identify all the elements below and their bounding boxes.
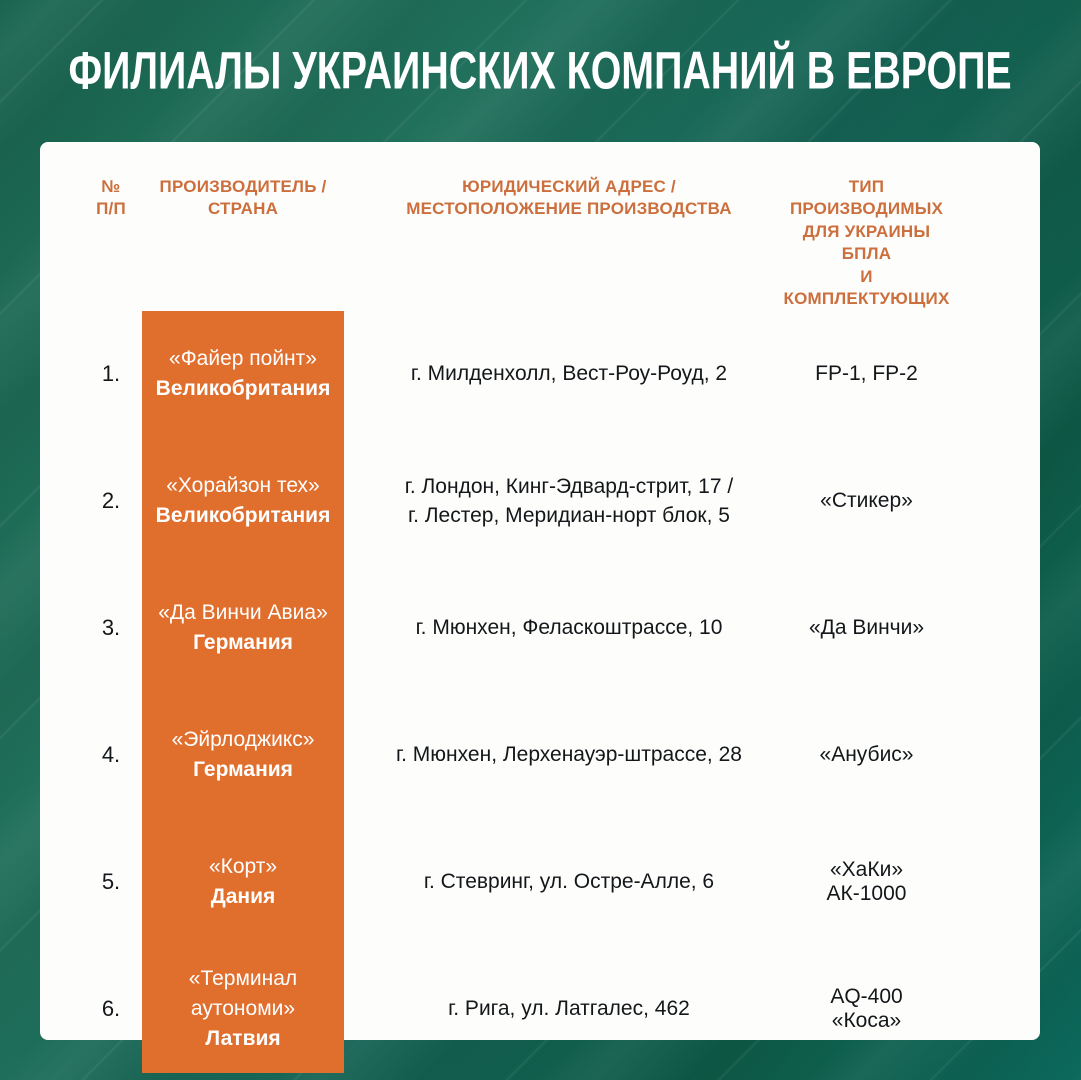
- table-header: [60, 176, 1020, 311]
- uav-type-cell: «Да Винчи»: [808, 616, 925, 640]
- manufacturer-cell: [142, 311, 344, 438]
- uav-type-cell: AQ-400 «Коса»: [830, 985, 903, 1033]
- header-type-line1: ТИП ПРОИЗВОДИМЫХ: [789, 177, 944, 219]
- manufacturer-cell: [142, 692, 344, 819]
- address-line1: г. Стевринг, ул. Остре-Алле, 6: [423, 870, 715, 894]
- row-number: 1.: [101, 361, 121, 387]
- country-name: Латвия: [205, 1027, 281, 1051]
- uav-type-cell: FP-1, FP-2: [815, 362, 918, 386]
- table-row: [60, 438, 1020, 565]
- company-name: «Эйрлоджикс»: [171, 728, 315, 752]
- table-row: [60, 311, 1020, 438]
- address-cell: [344, 565, 794, 692]
- address-cell: [344, 311, 794, 438]
- table-row: [60, 565, 1020, 692]
- header-manufacturer: [142, 176, 344, 311]
- address-cell: [344, 946, 794, 1073]
- table-row: [60, 946, 1020, 1073]
- company-name: «Корт»: [208, 855, 278, 879]
- manufacturer-cell: [142, 819, 344, 946]
- table-row: [60, 819, 1020, 946]
- address-line2: г. Лестер, Меридиан-норт блок, 5: [408, 504, 730, 528]
- country-name: Дания: [210, 885, 276, 909]
- country-name: Великобритания: [155, 504, 331, 528]
- manufacturer-cell: [142, 946, 344, 1073]
- uav-type-cell: «Стикер»: [820, 489, 913, 513]
- country-name: Великобритания: [155, 377, 331, 401]
- row-number: 6.: [101, 996, 121, 1022]
- header-manufacturer-line2: СТРАНА: [207, 199, 279, 219]
- title-band: [0, 0, 1081, 142]
- address-line1: г. Мюнхен, Феласкоштрассе, 10: [415, 616, 723, 640]
- header-num-line1: №: [101, 177, 121, 196]
- company-name: «Терминал аутономи»: [188, 967, 298, 1021]
- row-number: 5.: [101, 869, 121, 895]
- header-type-line2: ДЛЯ УКРАИНЫ БПЛА: [802, 221, 931, 264]
- table-row: [60, 692, 1020, 819]
- table-card: [40, 142, 1040, 1051]
- uav-type-cell: «ХаКи» АК-1000: [826, 858, 907, 906]
- manufacturer-cell: [142, 565, 344, 692]
- header-type-line3: И КОМПЛЕКТУЮЩИХ: [783, 266, 950, 309]
- address-cell: [344, 438, 794, 565]
- header-address-line2: МЕСТОПОЛОЖЕНИЕ ПРОИЗВОДСТВА: [406, 199, 732, 219]
- header-num-line2: П/П: [96, 199, 126, 219]
- row-number: 2.: [101, 488, 121, 514]
- row-number: 3.: [101, 615, 121, 641]
- company-name: «Да Винчи Авиа»: [158, 601, 328, 625]
- row-number: 4.: [101, 742, 121, 768]
- page-title: ФИЛИАЛЫ УКРАИНСКИХ КОМПАНИЙ В ЕВРОПЕ: [68, 41, 1013, 101]
- address-line1: г. Лондон, Кинг-Эдвард-стрит, 17 /: [404, 474, 734, 498]
- company-name: «Файер пойнт»: [169, 347, 317, 371]
- company-name: «Хорайзон тех»: [166, 474, 320, 498]
- address-cell: [344, 819, 794, 946]
- country-name: Германия: [193, 758, 293, 782]
- header-num: [60, 176, 142, 311]
- header-address: [344, 176, 794, 311]
- manufacturer-cell: [142, 438, 344, 565]
- header-type: [783, 176, 1019, 311]
- address-cell: [344, 692, 794, 819]
- header-manufacturer-line1: ПРОИЗВОДИТЕЛЬ /: [159, 177, 327, 196]
- country-name: Германия: [193, 631, 293, 655]
- address-line1: г. Мюнхен, Лерхенауэр-штрассе, 28: [396, 743, 742, 767]
- address-line1: г. Милденхолл, Вест-Роу-Роуд, 2: [410, 362, 728, 386]
- header-address-line1: ЮРИДИЧЕСКИЙ АДРЕС /: [462, 177, 676, 196]
- address-line1: г. Рига, ул. Латгалес, 462: [448, 997, 690, 1021]
- uav-type-cell: «Анубис»: [819, 743, 914, 767]
